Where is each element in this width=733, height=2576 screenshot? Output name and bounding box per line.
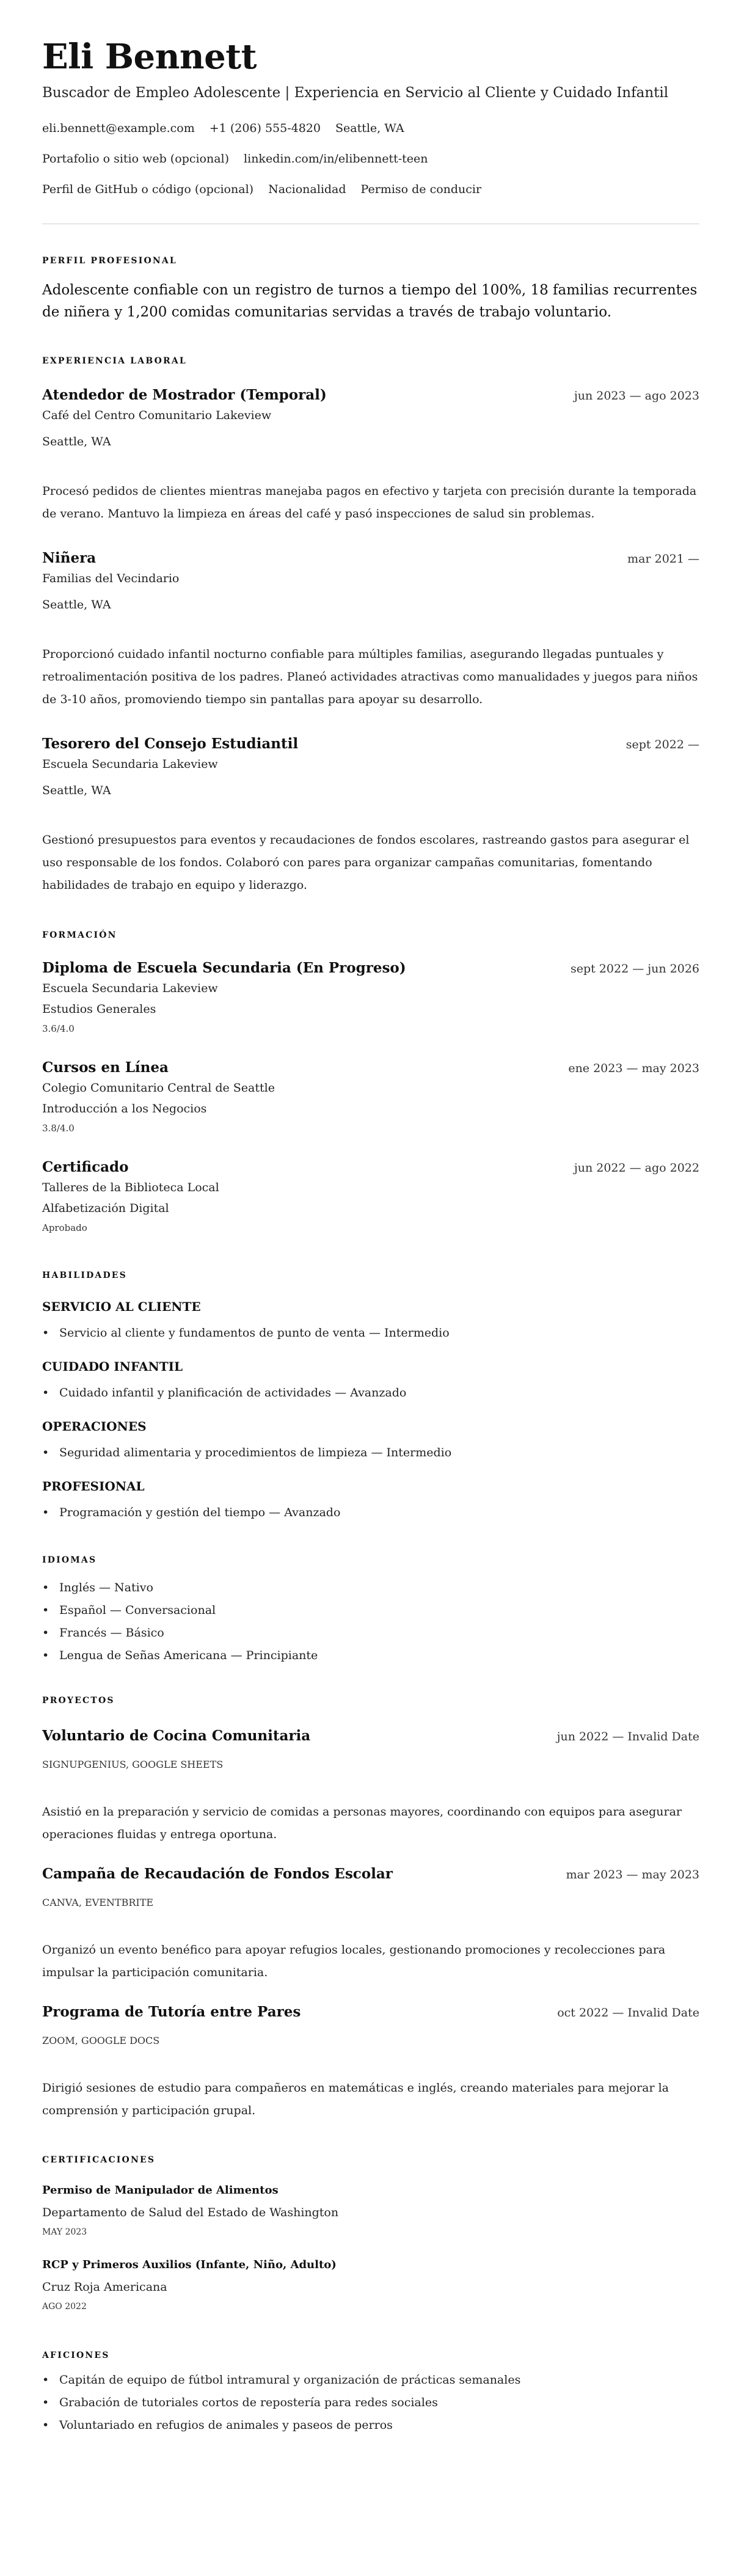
education-item xyxy=(42,1159,699,1235)
experience-item xyxy=(42,387,699,525)
project-tools: CANVA, EVENTBRITE xyxy=(42,1897,154,1908)
skill-items xyxy=(42,1384,699,1401)
degree-title: Diploma de Escuela Secundaria (En Progreso) xyxy=(42,960,406,976)
contact-item: eli.bennett@example.com xyxy=(42,122,195,135)
contact-item: linkedin.com/in/elibennett-teen xyxy=(244,152,428,166)
resume-page xyxy=(0,37,733,2437)
project-description: Organizó un evento benéfico para apoyar refugios locales, gestionando promociones y recolecciones para impulsar la participación comunitaria. xyxy=(42,1943,666,1979)
summary-text: Adolescente confiable con un registro de turnos a tiempo del 100%, 18 familias recurrentes de niñera y 1,200 comidas comunitarias servidas a través de trabajo voluntario. xyxy=(42,282,698,320)
job-location: Seattle, WA xyxy=(42,784,111,797)
skill-items xyxy=(42,1444,699,1461)
certification-item xyxy=(42,2183,699,2238)
degree-title: Cursos en Línea xyxy=(42,1059,169,1076)
institution-name: Escuela Secundaria Lakeview xyxy=(42,982,218,995)
section-heading-languages: IDIOMAS xyxy=(42,1555,97,1565)
project-description: Asistió en la preparación y servicio de comidas a personas mayores, coordinando con equipos para asegurar operaciones fluidas y entrega oportuna. xyxy=(42,1805,682,1841)
education-dates: ene 2023 — may 2023 xyxy=(568,1062,699,1075)
section-heading-summary: PERFIL PROFESIONAL xyxy=(42,256,177,266)
skill-items xyxy=(42,1504,699,1521)
project-dates: mar 2023 — may 2023 xyxy=(566,1868,699,1881)
hobby-item: • Capitán de equipo de fútbol intramural y organización de prácticas semanales xyxy=(42,2369,699,2392)
job-location: Seattle, WA xyxy=(42,435,111,448)
job-title: Niñera xyxy=(42,550,97,566)
language-item: • Inglés — Nativo xyxy=(42,1577,699,1599)
languages-list xyxy=(42,1577,699,1667)
job-title: Atendedor de Mostrador (Temporal) xyxy=(42,387,327,403)
project-item-header xyxy=(42,1728,699,1745)
degree-title: Certificado xyxy=(42,1159,129,1175)
project-title: Voluntario de Cocina Comunitaria xyxy=(42,1728,311,1744)
headline: Buscador de Empleo Adolescente | Experiencia en Servicio al Cliente y Cuidado Infantil xyxy=(42,85,669,101)
projects-list xyxy=(42,1728,699,2122)
section-heading-hobbies: AFICIONES xyxy=(42,2351,110,2360)
company-name: Familias del Vecindario xyxy=(42,572,180,585)
contact-info xyxy=(42,120,699,198)
project-dates: jun 2022 — Invalid Date xyxy=(556,1730,699,1743)
skill-items xyxy=(42,1324,699,1341)
certification-title: RCP y Primeros Auxilios (Infante, Niño, Adulto) xyxy=(42,2258,337,2271)
company-name: Café del Centro Comunitario Lakeview xyxy=(42,409,272,422)
education-item-header xyxy=(42,1059,699,1077)
language-item: • Lengua de Señas Americana — Principiante xyxy=(42,1644,699,1667)
contact-row xyxy=(42,120,699,137)
certification-issuer: Cruz Roja Americana xyxy=(42,2280,167,2294)
section-heading-skills: HABILIDADES xyxy=(42,1271,127,1280)
hobby-item: • Voluntariado en refugios de animales y paseos de perros xyxy=(42,2414,699,2437)
project-item xyxy=(42,1866,699,1984)
job-dates: mar 2021 — xyxy=(627,552,699,566)
job-dates: jun 2023 — ago 2023 xyxy=(574,389,699,403)
certification-issuer: Departamento de Salud del Estado de Washington xyxy=(42,2206,339,2219)
experience-item-header xyxy=(42,550,699,567)
experience-list xyxy=(42,387,699,897)
certification-date: AGO 2022 xyxy=(42,2302,87,2311)
certification-item xyxy=(42,2257,699,2313)
education-item xyxy=(42,960,699,1035)
certification-date: MAY 2023 xyxy=(42,2227,87,2237)
contact-row xyxy=(42,181,699,198)
project-item-header xyxy=(42,2004,699,2021)
certifications-list xyxy=(42,2183,699,2313)
contact-item: Nacionalidad xyxy=(268,183,346,196)
institution-name: Colegio Comunitario Central de Seattle xyxy=(42,1081,275,1095)
skill-category: CUIDADO INFANTIL xyxy=(42,1359,183,1374)
experience-item-header xyxy=(42,387,699,404)
project-title: Programa de Tutoría entre Pares xyxy=(42,2004,301,2020)
education-item-header xyxy=(42,1159,699,1177)
project-item-header xyxy=(42,1866,699,1883)
grade: Aprobado xyxy=(42,1222,87,1233)
field-of-study: Introducción a los Negocios xyxy=(42,1102,207,1115)
job-location: Seattle, WA xyxy=(42,598,111,611)
project-item xyxy=(42,1728,699,1846)
contact-item: Portafolio o sitio web (opcional) xyxy=(42,152,230,166)
language-item: • Francés — Básico xyxy=(42,1622,699,1644)
job-title: Tesorero del Consejo Estudiantil xyxy=(42,735,299,752)
candidate-name: Eli Bennett xyxy=(42,37,257,77)
contact-item: Permiso de conducir xyxy=(360,183,482,196)
job-dates: sept 2022 — xyxy=(625,738,699,751)
skill-item: • Programación y gestión del tiempo — Avanzado xyxy=(42,1504,699,1521)
section-heading-experience: EXPERIENCIA LABORAL xyxy=(42,356,187,366)
project-tools: SIGNUPGENIUS, GOOGLE SHEETS xyxy=(42,1759,224,1770)
skill-item: • Cuidado infantil y planificación de actividades — Avanzado xyxy=(42,1384,699,1401)
skills-list xyxy=(42,1298,699,1521)
skill-category: OPERACIONES xyxy=(42,1419,147,1434)
experience-item xyxy=(42,550,699,711)
project-item xyxy=(42,2004,699,2122)
education-dates: sept 2022 — jun 2026 xyxy=(570,962,699,976)
grade: 3.6/4.0 xyxy=(42,1023,75,1034)
institution-name: Talleres de la Biblioteca Local xyxy=(42,1181,219,1194)
section-heading-education: FORMACIÓN xyxy=(42,930,117,940)
education-list xyxy=(42,960,699,1235)
experience-item-header xyxy=(42,735,699,753)
field-of-study: Alfabetización Digital xyxy=(42,1202,169,1215)
project-dates: oct 2022 — Invalid Date xyxy=(557,2006,699,2020)
project-tools: ZOOM, GOOGLE DOCS xyxy=(42,2035,160,2046)
section-heading-projects: PROYECTOS xyxy=(42,1696,115,1706)
project-description: Dirigió sesiones de estudio para compañeros en matemáticas e inglés, creando materiales para mejorar la comprensión y participación grupal. xyxy=(42,2081,669,2117)
hobbies-list xyxy=(42,2369,699,2437)
skill-item: • Seguridad alimentaria y procedimientos de limpieza — Intermedio xyxy=(42,1444,699,1461)
contact-item: +1 (206) 555-4820 xyxy=(209,122,321,135)
project-title: Campaña de Recaudación de Fondos Escolar xyxy=(42,1866,393,1882)
job-description: Gestionó presupuestos para eventos y recaudaciones de fondos escolares, rastreando gastos para asegurar el uso responsable de los fondos. Colaboró con pares para organizar campañas comunitarias, fomentando habilidades de trabajo en equipo y liderazgo. xyxy=(42,833,690,892)
language-item: • Español — Conversacional xyxy=(42,1599,699,1622)
company-name: Escuela Secundaria Lakeview xyxy=(42,757,218,771)
skill-item: • Servicio al cliente y fundamentos de punto de venta — Intermedio xyxy=(42,1324,699,1341)
contact-item: Perfil de GitHub o código (opcional) xyxy=(42,183,254,196)
certification-title: Permiso de Manipulador de Alimentos xyxy=(42,2184,279,2197)
skill-category: SERVICIO AL CLIENTE xyxy=(42,1299,201,1314)
hobby-item: • Grabación de tutoriales cortos de repostería para redes sociales xyxy=(42,2392,699,2414)
experience-item xyxy=(42,735,699,897)
grade: 3.8/4.0 xyxy=(42,1123,75,1134)
job-description: Proporcionó cuidado infantil nocturno confiable para múltiples familias, asegurando llegadas puntuales y retroalimentación positiva de los padres. Planeó actividades atractivas como manualidades y juegos para niños de 3-10 años, promoviendo tiempo sin pantallas para apoyar su desarrollo. xyxy=(42,648,698,706)
contact-item: Seattle, WA xyxy=(335,122,404,135)
skill-category: PROFESIONAL xyxy=(42,1479,145,1494)
education-item-header xyxy=(42,960,699,977)
education-item xyxy=(42,1059,699,1135)
job-description: Procesó pedidos de clientes mientras manejaba pagos en efectivo y tarjeta con precisión durante la temporada de verano. Mantuvo la limpieza en áreas del café y pasó inspecciones de salud sin problemas. xyxy=(42,484,697,520)
contact-row xyxy=(42,150,699,167)
education-dates: jun 2022 — ago 2022 xyxy=(574,1161,699,1175)
section-heading-certifications: CERTIFICACIONES xyxy=(42,2155,156,2165)
field-of-study: Estudios Generales xyxy=(42,1002,156,1016)
